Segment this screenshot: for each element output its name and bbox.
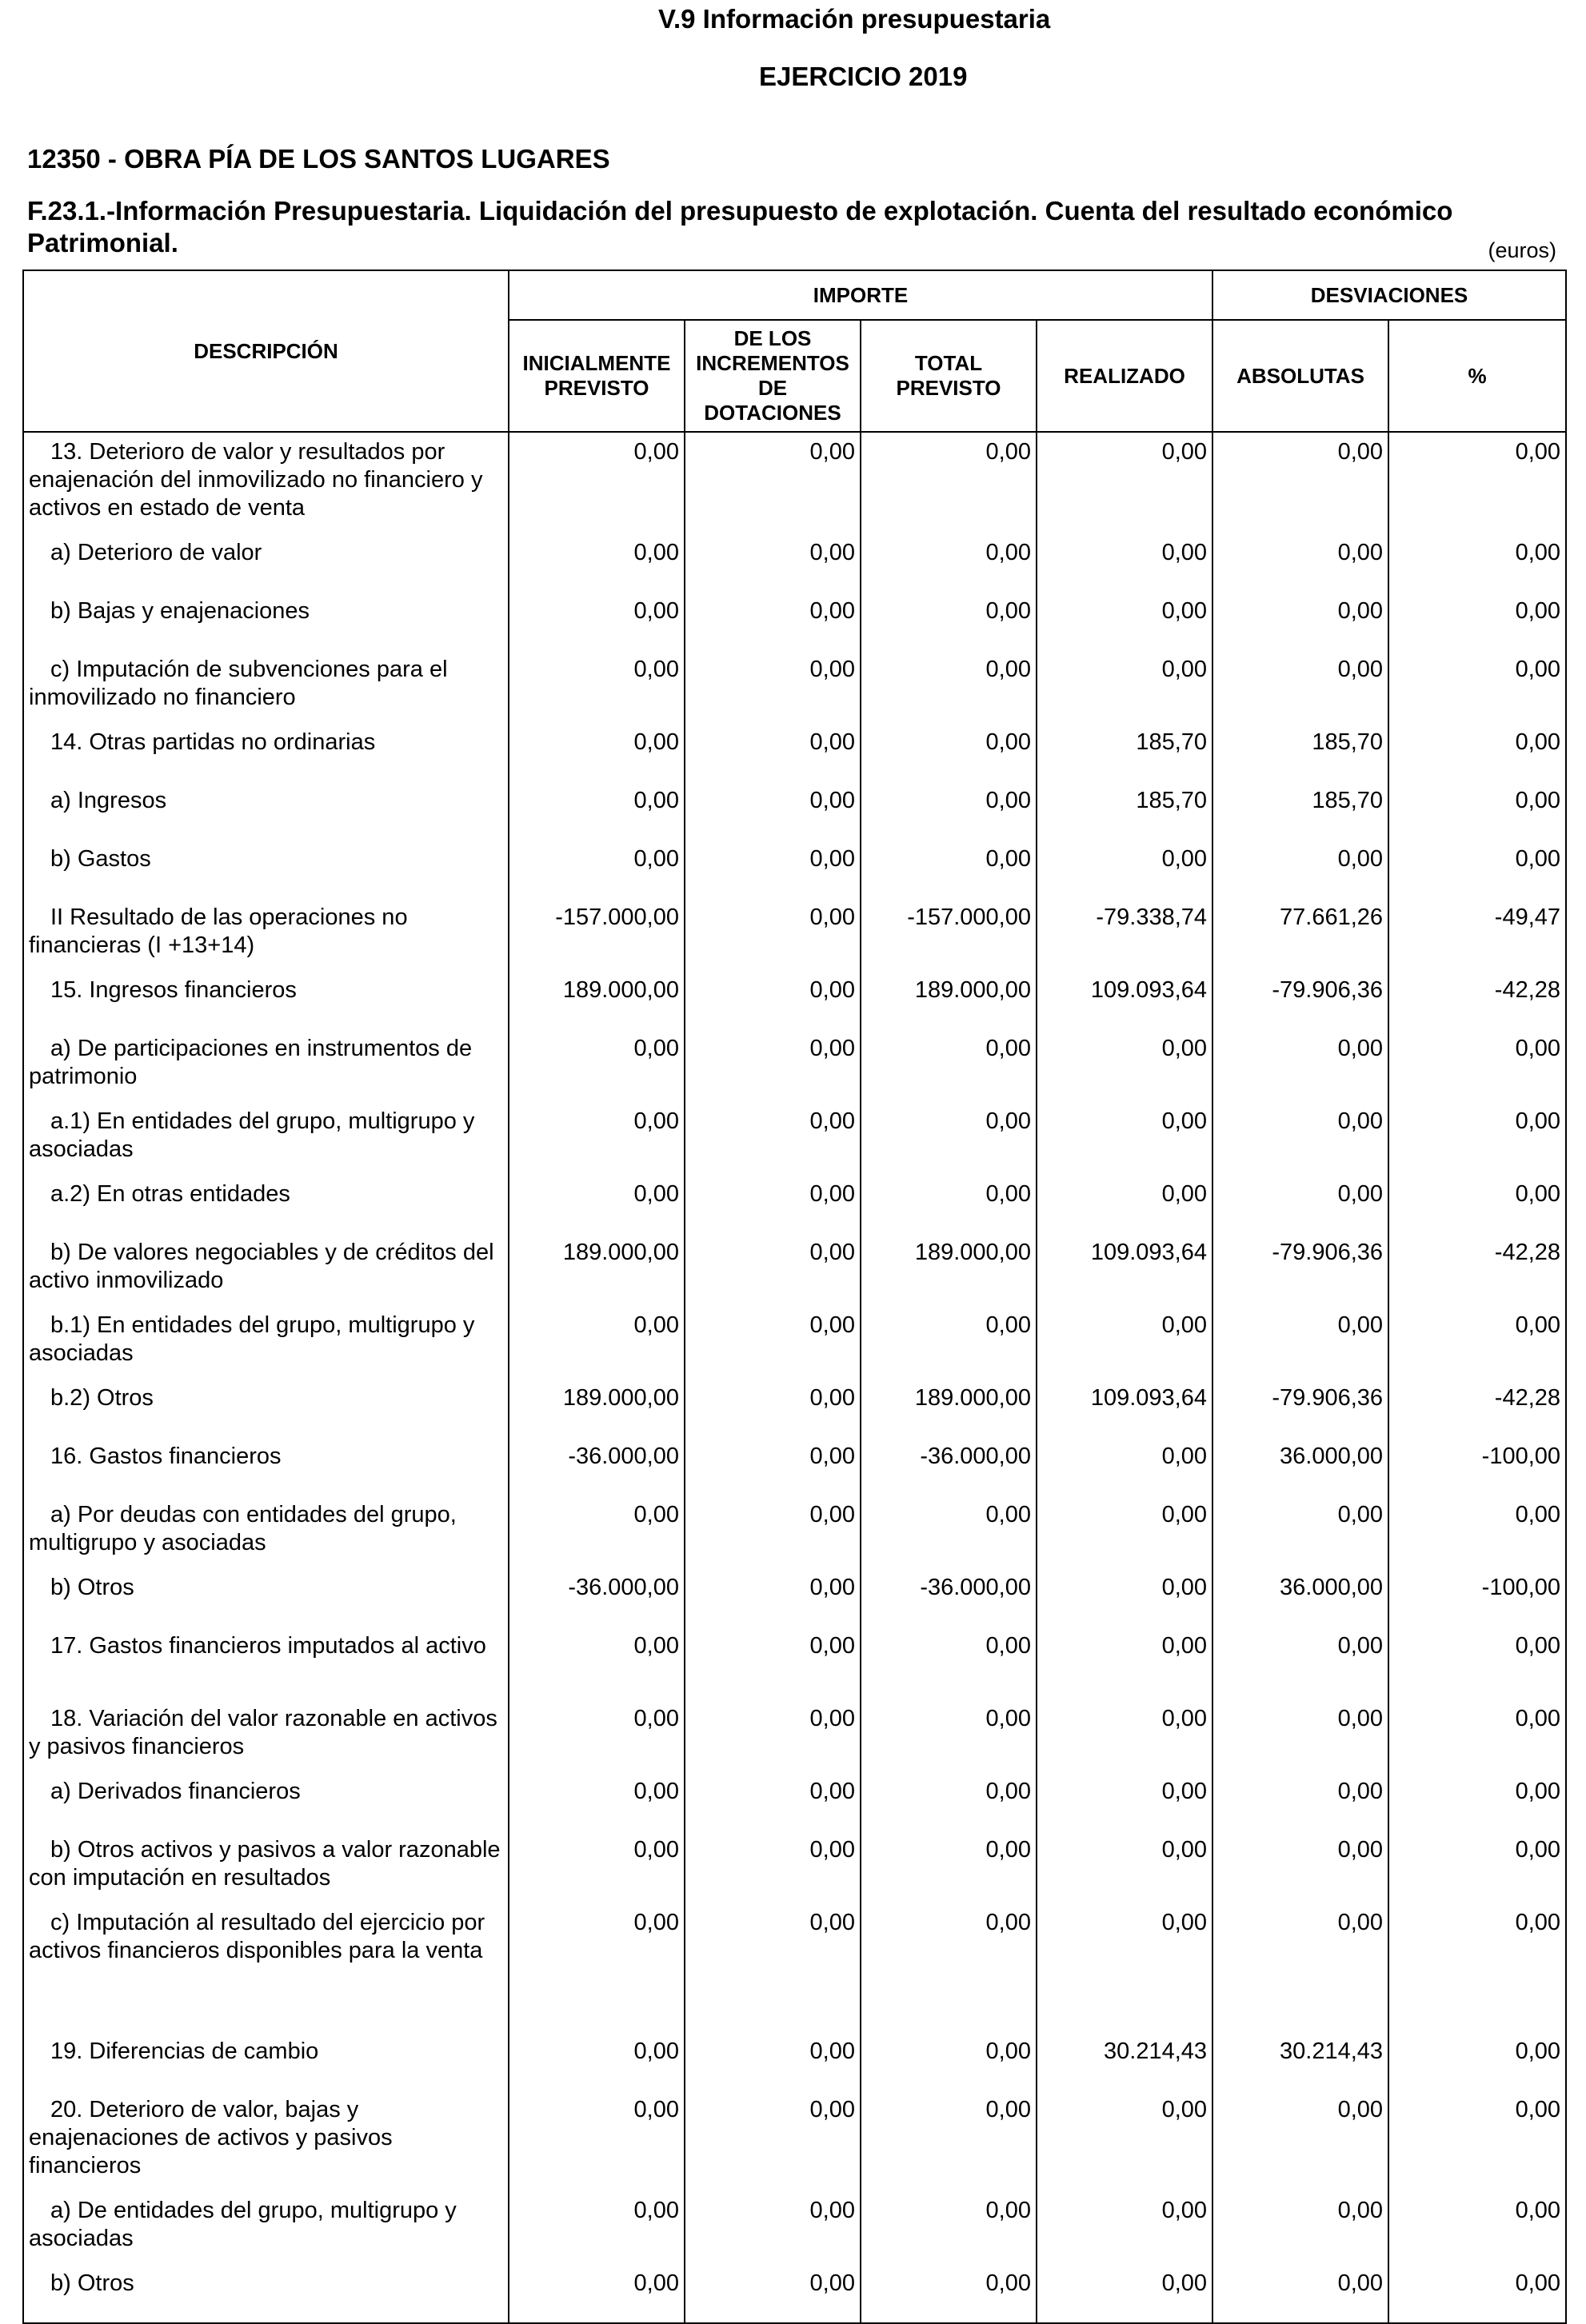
cell-total-previsto: 0,00	[861, 1175, 1037, 1233]
cell-desviacion-porcentaje: 0,00	[1388, 781, 1566, 840]
cell-inicialmente-previsto: 0,00	[509, 1495, 685, 1568]
cell-total-previsto: 0,00	[861, 1102, 1037, 1175]
descripcion-text: 20. Deterioro de valor, bajas y enajenaciones de activos y pasivos financieros	[29, 2097, 393, 2178]
cell-descripcion	[23, 2191, 509, 2264]
table-row	[23, 1029, 1566, 1102]
cell-inicialmente-previsto: 189.000,00	[509, 1233, 685, 1306]
header-porcentaje: %	[1388, 320, 1566, 432]
cell-descripcion	[23, 1306, 509, 1379]
cell-desviacion-absoluta: 0,00	[1212, 2090, 1388, 2191]
cell-inicialmente-previsto: 0,00	[509, 1699, 685, 1772]
cell-incrementos-dotaciones: 0,00	[685, 432, 861, 533]
cell-descripcion	[23, 1772, 509, 1831]
table-row	[23, 1495, 1566, 1568]
cell-desviacion-absoluta: 0,00	[1212, 533, 1388, 592]
cell-realizado: 0,00	[1037, 1903, 1212, 2032]
table-row	[23, 592, 1566, 650]
cell-descripcion	[23, 2264, 509, 2323]
cell-realizado: 0,00	[1037, 1627, 1212, 1699]
cell-descripcion	[23, 1233, 509, 1306]
cell-descripcion	[23, 840, 509, 898]
descripcion-text: b) Otros	[50, 1575, 134, 1600]
cell-descripcion	[23, 1102, 509, 1175]
cell-desviacion-absoluta: 185,70	[1212, 781, 1388, 840]
cell-desviacion-absoluta: 0,00	[1212, 650, 1388, 723]
table-row	[23, 1699, 1566, 1772]
cell-total-previsto: 0,00	[861, 1627, 1037, 1699]
cell-total-previsto: 0,00	[861, 2032, 1037, 2090]
cell-realizado: 0,00	[1037, 650, 1212, 723]
cell-descripcion	[23, 1903, 509, 2032]
cell-desviacion-porcentaje: 0,00	[1388, 2264, 1566, 2323]
cell-descripcion	[23, 2090, 509, 2191]
cell-total-previsto: -36.000,00	[861, 1568, 1037, 1627]
descripcion-text: 18. Variación del valor razonable en activos y pasivos financieros	[29, 1706, 497, 1759]
cell-realizado: 185,70	[1037, 723, 1212, 781]
cell-total-previsto: 0,00	[861, 840, 1037, 898]
cell-inicialmente-previsto: 0,00	[509, 2264, 685, 2323]
table-row	[23, 723, 1566, 781]
cell-inicialmente-previsto: -36.000,00	[509, 1568, 685, 1627]
cell-realizado: 0,00	[1037, 840, 1212, 898]
cell-desviacion-absoluta: -79.906,36	[1212, 971, 1388, 1029]
cell-total-previsto: 0,00	[861, 592, 1037, 650]
header-descripcion: DESCRIPCIÓN	[23, 270, 509, 432]
cell-desviacion-porcentaje: 0,00	[1388, 1699, 1566, 1772]
descripcion-text: 19. Diferencias de cambio	[50, 2038, 319, 2064]
table-row	[23, 2264, 1566, 2323]
table-row	[23, 2032, 1566, 2090]
cell-incrementos-dotaciones: 0,00	[685, 592, 861, 650]
cell-desviacion-absoluta: 185,70	[1212, 723, 1388, 781]
cell-incrementos-dotaciones: 0,00	[685, 650, 861, 723]
cell-incrementos-dotaciones: 0,00	[685, 971, 861, 1029]
cell-desviacion-absoluta: 0,00	[1212, 1772, 1388, 1831]
cell-descripcion	[23, 650, 509, 723]
cell-inicialmente-previsto: 0,00	[509, 650, 685, 723]
cell-desviacion-porcentaje: 0,00	[1388, 2090, 1566, 2191]
cell-incrementos-dotaciones: 0,00	[685, 1699, 861, 1772]
cell-inicialmente-previsto: 0,00	[509, 1627, 685, 1699]
cell-inicialmente-previsto: 0,00	[509, 1175, 685, 1233]
cell-incrementos-dotaciones: 0,00	[685, 2191, 861, 2264]
cell-inicialmente-previsto: 189.000,00	[509, 971, 685, 1029]
cell-realizado: 0,00	[1037, 1568, 1212, 1627]
cell-realizado: 185,70	[1037, 781, 1212, 840]
cell-incrementos-dotaciones: 0,00	[685, 2090, 861, 2191]
table-row	[23, 2191, 1566, 2264]
cell-realizado: 0,00	[1037, 1495, 1212, 1568]
cell-desviacion-absoluta: -79.906,36	[1212, 1233, 1388, 1306]
cell-descripcion	[23, 723, 509, 781]
cell-descripcion	[23, 592, 509, 650]
header-absolutas: ABSOLUTAS	[1212, 320, 1388, 432]
cell-total-previsto: 0,00	[861, 781, 1037, 840]
cell-total-previsto: 0,00	[861, 1831, 1037, 1903]
cell-incrementos-dotaciones: 0,00	[685, 1627, 861, 1699]
table-row	[23, 898, 1566, 971]
descripcion-text: a) Deterioro de valor	[50, 540, 262, 565]
cell-desviacion-porcentaje: -100,00	[1388, 1568, 1566, 1627]
cell-desviacion-absoluta: 36.000,00	[1212, 1568, 1388, 1627]
cell-inicialmente-previsto: 0,00	[509, 1102, 685, 1175]
table-row	[23, 1568, 1566, 1627]
cell-realizado: 0,00	[1037, 2264, 1212, 2323]
cell-total-previsto: 0,00	[861, 1029, 1037, 1102]
cell-realizado: 0,00	[1037, 2090, 1212, 2191]
descripcion-text: a.1) En entidades del grupo, multigrupo y asociadas	[29, 1108, 475, 1162]
cell-desviacion-porcentaje: 0,00	[1388, 650, 1566, 723]
cell-descripcion	[23, 1175, 509, 1233]
cell-desviacion-porcentaje: 0,00	[1388, 1175, 1566, 1233]
cell-total-previsto: 0,00	[861, 533, 1037, 592]
cell-incrementos-dotaciones: 0,00	[685, 533, 861, 592]
cell-desviacion-absoluta: 0,00	[1212, 2264, 1388, 2323]
cell-descripcion	[23, 1495, 509, 1568]
cell-descripcion	[23, 432, 509, 533]
descripcion-text: b) De valores negociables y de créditos del activo inmovilizado	[29, 1240, 494, 1293]
header-group-importe: IMPORTE	[509, 270, 1212, 320]
table-row	[23, 432, 1566, 533]
descripcion-text: b.1) En entidades del grupo, multigrupo y asociadas	[29, 1312, 475, 1366]
cell-desviacion-porcentaje: 0,00	[1388, 723, 1566, 781]
cell-realizado: 30.214,43	[1037, 2032, 1212, 2090]
table-row	[23, 1306, 1566, 1379]
cell-total-previsto: -157.000,00	[861, 898, 1037, 971]
cell-descripcion	[23, 1379, 509, 1437]
cell-incrementos-dotaciones: 0,00	[685, 1903, 861, 2032]
cell-desviacion-porcentaje: 0,00	[1388, 432, 1566, 533]
cell-desviacion-porcentaje: 0,00	[1388, 1831, 1566, 1903]
cell-desviacion-porcentaje: 0,00	[1388, 592, 1566, 650]
cell-incrementos-dotaciones: 0,00	[685, 1495, 861, 1568]
cell-realizado: 0,00	[1037, 533, 1212, 592]
cell-descripcion	[23, 971, 509, 1029]
descripcion-text: c) Imputación de subvenciones para el inmovilizado no financiero	[29, 657, 448, 710]
cell-desviacion-absoluta: 30.214,43	[1212, 2032, 1388, 2090]
cell-incrementos-dotaciones: 0,00	[685, 1772, 861, 1831]
section-title: V.9 Información presupuestaria	[658, 4, 1051, 34]
table-row	[23, 781, 1566, 840]
cell-total-previsto: -36.000,00	[861, 1437, 1037, 1495]
cell-descripcion	[23, 1437, 509, 1495]
cell-desviacion-porcentaje: 0,00	[1388, 1495, 1566, 1568]
cell-total-previsto: 0,00	[861, 2264, 1037, 2323]
cell-inicialmente-previsto: 0,00	[509, 840, 685, 898]
descripcion-text: 14. Otras partidas no ordinarias	[50, 729, 376, 755]
cell-realizado: 0,00	[1037, 1831, 1212, 1903]
cell-total-previsto: 0,00	[861, 1772, 1037, 1831]
descripcion-text: a.2) En otras entidades	[50, 1181, 290, 1207]
cell-descripcion	[23, 1568, 509, 1627]
table-row	[23, 1627, 1566, 1699]
cell-realizado: 0,00	[1037, 2191, 1212, 2264]
descripcion-text: a) De participaciones en instrumentos de patrimonio	[29, 1036, 473, 1089]
cell-inicialmente-previsto: 0,00	[509, 432, 685, 533]
cell-inicialmente-previsto: 0,00	[509, 1772, 685, 1831]
descripcion-text: a) Ingresos	[50, 788, 167, 813]
header-total-previsto: TOTAL PREVISTO	[861, 320, 1037, 432]
header-incrementos-dotaciones: DE LOS INCREMENTOS DE DOTACIONES	[685, 320, 861, 432]
cell-desviacion-absoluta: 0,00	[1212, 2191, 1388, 2264]
cell-realizado: 0,00	[1037, 1437, 1212, 1495]
cell-desviacion-porcentaje: 0,00	[1388, 1306, 1566, 1379]
header-inicialmente-previsto: INICIALMENTE PREVISTO	[509, 320, 685, 432]
header-group-desviaciones: DESVIACIONES	[1212, 270, 1566, 320]
cell-desviacion-porcentaje: -42,28	[1388, 1379, 1566, 1437]
cell-realizado: 0,00	[1037, 1102, 1212, 1175]
fiscal-year: EJERCICIO 2019	[759, 62, 968, 91]
cell-inicialmente-previsto: 189.000,00	[509, 1379, 685, 1437]
cell-desviacion-porcentaje: 0,00	[1388, 533, 1566, 592]
cell-inicialmente-previsto: 0,00	[509, 1903, 685, 2032]
cell-incrementos-dotaciones: 0,00	[685, 898, 861, 971]
cell-desviacion-porcentaje: -100,00	[1388, 1437, 1566, 1495]
cell-desviacion-absoluta: 36.000,00	[1212, 1437, 1388, 1495]
cell-incrementos-dotaciones: 0,00	[685, 1437, 861, 1495]
cell-descripcion	[23, 1699, 509, 1772]
cell-realizado: 0,00	[1037, 1029, 1212, 1102]
cell-descripcion	[23, 1029, 509, 1102]
cell-descripcion	[23, 1831, 509, 1903]
cell-inicialmente-previsto: 0,00	[509, 723, 685, 781]
cell-inicialmente-previsto: 0,00	[509, 2191, 685, 2264]
cell-desviacion-absoluta: 0,00	[1212, 1699, 1388, 1772]
cell-inicialmente-previsto: 0,00	[509, 1306, 685, 1379]
cell-inicialmente-previsto: 0,00	[509, 1831, 685, 1903]
cell-desviacion-absoluta: 0,00	[1212, 1903, 1388, 2032]
table-row	[23, 1831, 1566, 1903]
cell-incrementos-dotaciones: 0,00	[685, 2032, 861, 2090]
descripcion-text: b.2) Otros	[50, 1385, 154, 1411]
cell-desviacion-absoluta: 0,00	[1212, 1627, 1388, 1699]
cell-incrementos-dotaciones: 0,00	[685, 1306, 861, 1379]
descripcion-text: b) Gastos	[50, 846, 151, 872]
cell-realizado: 0,00	[1037, 1699, 1212, 1772]
cell-inicialmente-previsto: -36.000,00	[509, 1437, 685, 1495]
table-row	[23, 533, 1566, 592]
cell-realizado: 0,00	[1037, 1772, 1212, 1831]
cell-descripcion	[23, 2032, 509, 2090]
cell-desviacion-porcentaje: 0,00	[1388, 2032, 1566, 2090]
table-row	[23, 840, 1566, 898]
table-row	[23, 650, 1566, 723]
cell-desviacion-absoluta: 0,00	[1212, 1306, 1388, 1379]
cell-desviacion-absoluta: 0,00	[1212, 432, 1388, 533]
cell-desviacion-porcentaje: 0,00	[1388, 1903, 1566, 2032]
table-row	[23, 1772, 1566, 1831]
form-title: F.23.1.-Información Presupuestaria. Liquidación del presupuesto de explotación. Cuenta del resultado económico Patrimonial.	[27, 196, 1453, 258]
descripcion-text: a) Por deudas con entidades del grupo, multigrupo y asociadas	[29, 1502, 457, 1555]
cell-realizado: 0,00	[1037, 1306, 1212, 1379]
descripcion-text: c) Imputación al resultado del ejercicio por activos financieros disponibles para la venta	[29, 1910, 485, 1963]
cell-desviacion-absoluta: 77.661,26	[1212, 898, 1388, 971]
header-realizado: REALIZADO	[1037, 320, 1212, 432]
cell-desviacion-absoluta: 0,00	[1212, 592, 1388, 650]
cell-total-previsto: 0,00	[861, 650, 1037, 723]
cell-desviacion-absoluta: 0,00	[1212, 1495, 1388, 1568]
cell-descripcion	[23, 533, 509, 592]
descripcion-text: 13. Deterioro de valor y resultados por enajenación del inmovilizado no financiero y activos en estado de venta	[29, 439, 483, 521]
cell-total-previsto: 0,00	[861, 1903, 1037, 2032]
cell-incrementos-dotaciones: 0,00	[685, 1379, 861, 1437]
cell-total-previsto: 189.000,00	[861, 971, 1037, 1029]
cell-total-previsto: 0,00	[861, 2191, 1037, 2264]
cell-incrementos-dotaciones: 0,00	[685, 2264, 861, 2323]
cell-realizado: -79.338,74	[1037, 898, 1212, 971]
descripcion-text: b) Bajas y enajenaciones	[50, 598, 310, 624]
descripcion-text: II Resultado de las operaciones no financieras (I +13+14)	[29, 904, 408, 958]
descripcion-text: b) Otros activos y pasivos a valor razonable con imputación en resultados	[29, 1837, 501, 1891]
cell-descripcion	[23, 1627, 509, 1699]
descripcion-text: 15. Ingresos financieros	[50, 977, 297, 1003]
cell-incrementos-dotaciones: 0,00	[685, 1568, 861, 1627]
cell-total-previsto: 0,00	[861, 1306, 1037, 1379]
cell-desviacion-porcentaje: -42,28	[1388, 1233, 1566, 1306]
cell-incrementos-dotaciones: 0,00	[685, 1233, 861, 1306]
cell-desviacion-absoluta: 0,00	[1212, 1831, 1388, 1903]
cell-realizado: 0,00	[1037, 1175, 1212, 1233]
cell-total-previsto: 0,00	[861, 432, 1037, 533]
cell-desviacion-porcentaje: 0,00	[1388, 1102, 1566, 1175]
cell-inicialmente-previsto: 0,00	[509, 592, 685, 650]
cell-desviacion-porcentaje: 0,00	[1388, 1029, 1566, 1102]
cell-desviacion-porcentaje: 0,00	[1388, 840, 1566, 898]
cell-desviacion-porcentaje: 0,00	[1388, 1627, 1566, 1699]
descripcion-text: a) De entidades del grupo, multigrupo y asociadas	[29, 2198, 457, 2251]
cell-desviacion-absoluta: 0,00	[1212, 1175, 1388, 1233]
cell-inicialmente-previsto: 0,00	[509, 2090, 685, 2191]
cell-incrementos-dotaciones: 0,00	[685, 1102, 861, 1175]
budget-table	[22, 270, 1567, 2324]
cell-inicialmente-previsto: -157.000,00	[509, 898, 685, 971]
cell-realizado: 0,00	[1037, 592, 1212, 650]
cell-incrementos-dotaciones: 0,00	[685, 1029, 861, 1102]
table-row	[23, 1175, 1566, 1233]
cell-realizado: 109.093,64	[1037, 971, 1212, 1029]
cell-total-previsto: 189.000,00	[861, 1233, 1037, 1306]
cell-inicialmente-previsto: 0,00	[509, 533, 685, 592]
descripcion-text: b) Otros	[50, 2270, 134, 2296]
cell-incrementos-dotaciones: 0,00	[685, 723, 861, 781]
cell-descripcion	[23, 781, 509, 840]
cell-inicialmente-previsto: 0,00	[509, 1029, 685, 1102]
cell-realizado: 0,00	[1037, 432, 1212, 533]
entity-name: 12350 - OBRA PÍA DE LOS SANTOS LUGARES	[27, 144, 610, 174]
cell-incrementos-dotaciones: 0,00	[685, 1175, 861, 1233]
cell-incrementos-dotaciones: 0,00	[685, 781, 861, 840]
table-row	[23, 1233, 1566, 1306]
cell-total-previsto: 189.000,00	[861, 1379, 1037, 1437]
descripcion-text: 17. Gastos financieros imputados al activo	[50, 1633, 486, 1659]
table-row	[23, 1379, 1566, 1437]
cell-total-previsto: 0,00	[861, 1495, 1037, 1568]
table-row	[23, 1903, 1566, 2032]
cell-realizado: 109.093,64	[1037, 1233, 1212, 1306]
cell-realizado: 109.093,64	[1037, 1379, 1212, 1437]
table-row	[23, 971, 1566, 1029]
cell-desviacion-porcentaje: -49,47	[1388, 898, 1566, 971]
table-row	[23, 1437, 1566, 1495]
cell-total-previsto: 0,00	[861, 2090, 1037, 2191]
cell-desviacion-absoluta: 0,00	[1212, 840, 1388, 898]
cell-desviacion-porcentaje: 0,00	[1388, 1772, 1566, 1831]
cell-desviacion-absoluta: 0,00	[1212, 1102, 1388, 1175]
descripcion-text: 16. Gastos financieros	[50, 1444, 282, 1469]
table-row	[23, 2090, 1566, 2191]
cell-desviacion-porcentaje: -42,28	[1388, 971, 1566, 1029]
cell-descripcion	[23, 898, 509, 971]
currency-units: (euros)	[1488, 238, 1556, 262]
cell-incrementos-dotaciones: 0,00	[685, 840, 861, 898]
cell-desviacion-absoluta: -79.906,36	[1212, 1379, 1388, 1437]
cell-total-previsto: 0,00	[861, 723, 1037, 781]
cell-inicialmente-previsto: 0,00	[509, 2032, 685, 2090]
cell-desviacion-porcentaje: 0,00	[1388, 2191, 1566, 2264]
cell-total-previsto: 0,00	[861, 1699, 1037, 1772]
cell-desviacion-absoluta: 0,00	[1212, 1029, 1388, 1102]
descripcion-text: a) Derivados financieros	[50, 1779, 301, 1804]
cell-incrementos-dotaciones: 0,00	[685, 1831, 861, 1903]
table-row	[23, 1102, 1566, 1175]
cell-inicialmente-previsto: 0,00	[509, 781, 685, 840]
